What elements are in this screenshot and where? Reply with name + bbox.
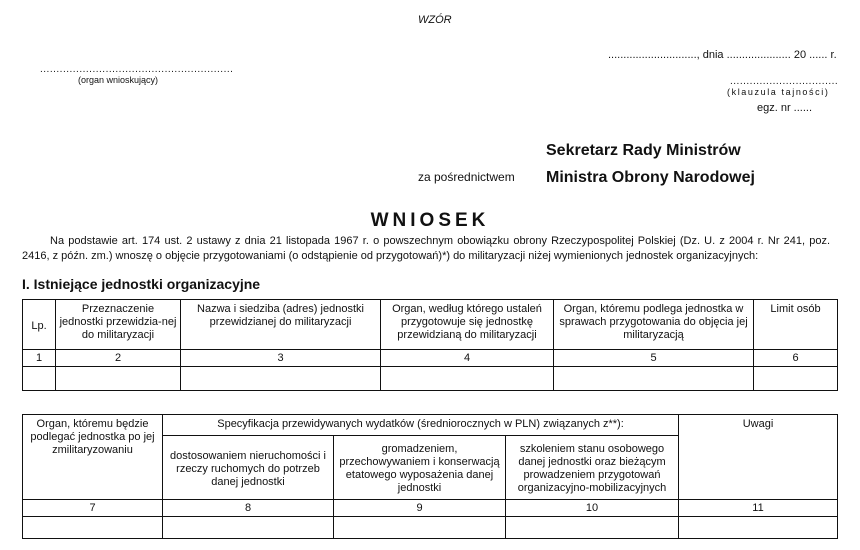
header-cell-limit: Limit osób [754, 300, 838, 350]
table-row [23, 367, 838, 391]
empty-cell[interactable] [679, 517, 838, 539]
intro-paragraph: Na podstawie art. 174 ust. 2 ustawy z dnia 21 listopada 1967 r. o powszechnym obowiązku obrony Rzeczypospolitej Polskiej (Dz. U. z 2004 r. Nr 241, poz. 2416, z późn. zm.) wnoszę o objęcie przygotowaniami (o odstąpienie od przygotowań)*) do militaryzacji niżej wymienionych jednostek organizacyjnych: [22, 235, 830, 262]
section-title: I. Istniejące jednostki organizacyjne [22, 276, 261, 292]
subheader-cell-adaptation: dostosowaniem nieruchomości i rzeczy ruchomych do potrzeb danej jednostki [163, 436, 334, 500]
column-number: 7 [23, 500, 163, 517]
table-row [23, 517, 838, 539]
column-number: 8 [163, 500, 334, 517]
empty-cell[interactable] [381, 367, 554, 391]
column-number: 5 [554, 350, 754, 367]
column-number: 10 [506, 500, 679, 517]
column-number: 11 [679, 500, 838, 517]
empty-cell[interactable] [754, 367, 838, 391]
existing-units-table [22, 299, 838, 391]
empty-cell[interactable] [554, 367, 754, 391]
empty-cell[interactable] [334, 517, 506, 539]
expenditure-table [22, 414, 838, 539]
classification-field-line: ................................. [730, 76, 839, 87]
organ-caption: (organ wnioskujący) [78, 75, 159, 85]
subheader-cell-storage: gromadzeniem, przechowywaniem i konserwacją etatowego wyposażenia danej jednostki [334, 436, 506, 500]
header-cell-lp: Lp. [23, 300, 56, 350]
classification-caption: (klauzula tajności) [727, 87, 830, 97]
column-number: 1 [23, 350, 56, 367]
intermediary: Ministra Obrony Narodowej [546, 169, 755, 186]
header-cell-notes: Uwagi [679, 415, 838, 500]
empty-cell[interactable] [56, 367, 181, 391]
recipient: Sekretarz Rady Ministrów [546, 142, 741, 159]
header-cell-purpose: Przeznaczenie jednostki przewidzia-nej do militaryzacji [56, 300, 181, 350]
organ-field-line: ........................................................... [40, 64, 234, 75]
empty-cell[interactable] [181, 367, 381, 391]
empty-cell[interactable] [506, 517, 679, 539]
empty-cell[interactable] [163, 517, 334, 539]
copy-number: egz. nr ...... [757, 102, 813, 114]
column-number: 3 [181, 350, 381, 367]
place-date-line: ............................., dnia ..................... 20 ...... r. [608, 49, 837, 61]
header-cell-name-address: Nazwa i siedziba (adres) jednostki przewidzianej do militaryzacji [181, 300, 381, 350]
empty-cell[interactable] [23, 517, 163, 539]
subheader-cell-training: szkoleniem stanu osobowego danej jednostki oraz bieżącym prowadzeniem przygotowań organizacyjno-mobilizacyjnych [506, 436, 679, 500]
column-number: 6 [754, 350, 838, 367]
column-number: 4 [381, 350, 554, 367]
document-title: WNIOSEK [370, 210, 490, 231]
header-cell-preparing-organ: Organ, według którego ustaleń przygotowuje się jednostkę przewidzianą do militaryzacji [381, 300, 554, 350]
via-label: za pośrednictwem [418, 170, 515, 184]
column-number: 2 [56, 350, 181, 367]
header-cell-specification: Specyfikacja przewidywanych wydatków (średniorocznych w PLN) związanych z**): [163, 415, 679, 436]
header-cell-organ-after: Organ, któremu będzie podlegać jednostka po jej zmilitaryzowaniu [23, 415, 163, 500]
template-label: WZÓR [418, 14, 452, 26]
column-number: 9 [334, 500, 506, 517]
header-cell-supervising-organ: Organ, któremu podlega jednostka w sprawach przygotowania do objęcia jej militaryzacją [554, 300, 754, 350]
empty-cell[interactable] [23, 367, 56, 391]
